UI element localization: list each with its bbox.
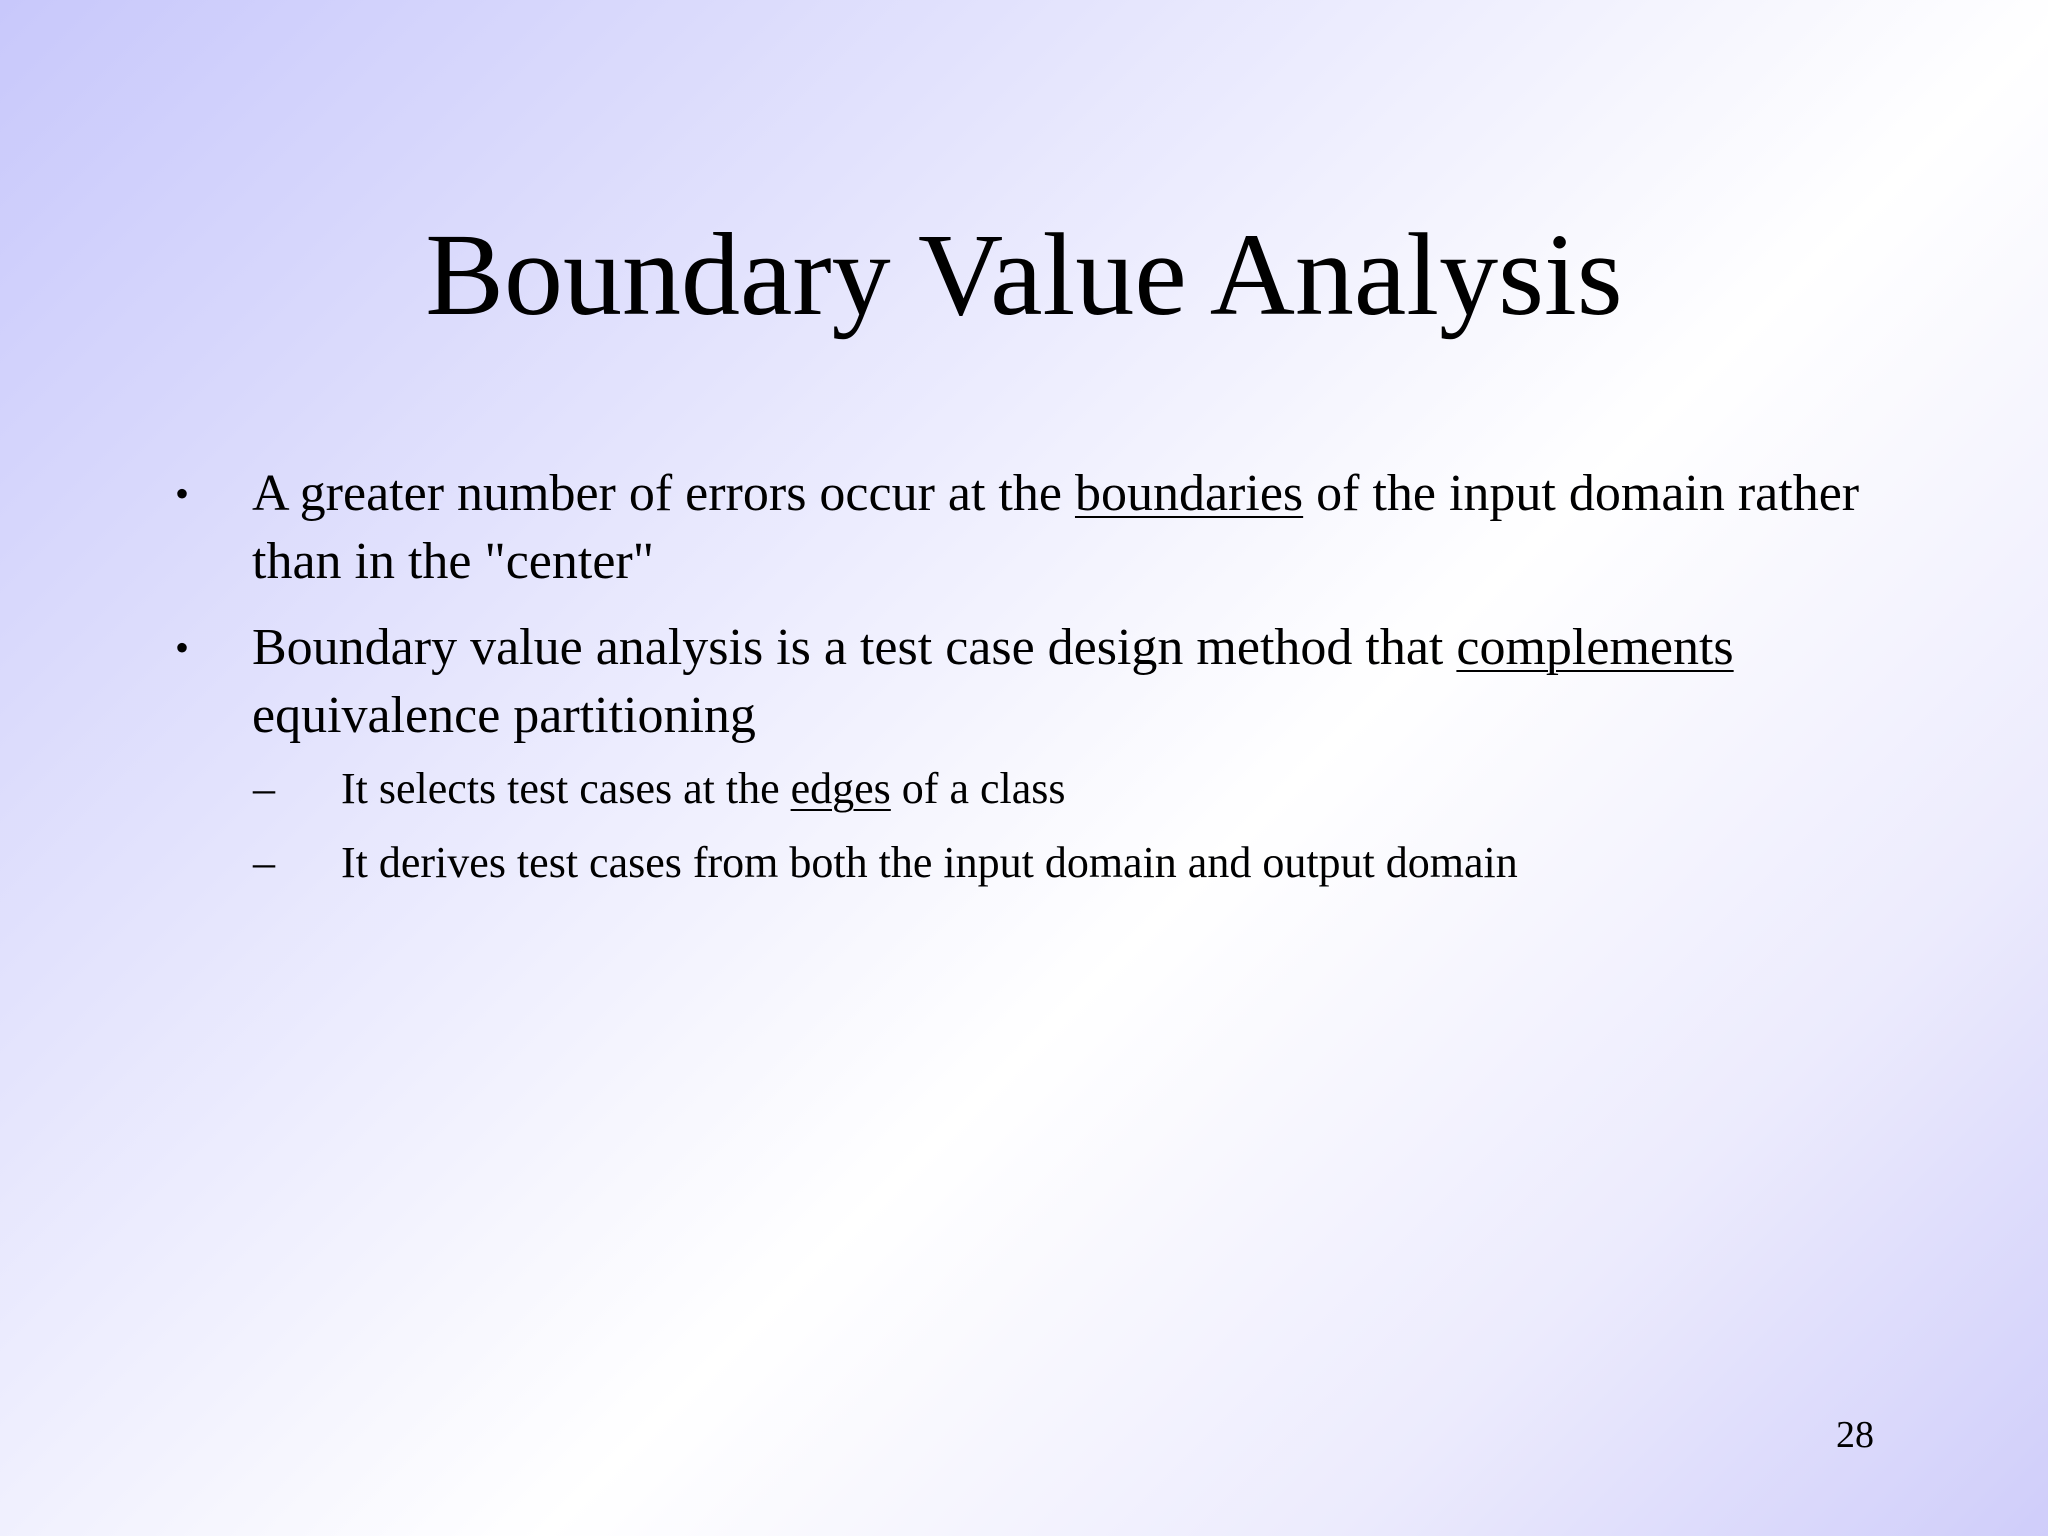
bullet-list [175, 460, 1895, 910]
bullet-item [175, 460, 1895, 596]
bullet-text-start: A greater number of errors occur at the [252, 465, 1075, 522]
bullet-text-end: equivalence partitioning [252, 687, 756, 744]
sub-bullet-text-start: It selects test cases at the [341, 764, 791, 813]
bullet-marker: • [175, 625, 190, 670]
bullet-item [175, 614, 1895, 892]
bullet-text-end: of the input domain rather than in the "center" [252, 465, 1860, 590]
sub-bullet-marker: – [253, 838, 275, 887]
sub-bullet-item [252, 760, 1895, 818]
bullet-text-start: Boundary value analysis is a test case design method that [252, 619, 1457, 676]
bullet-marker: • [175, 471, 190, 516]
sub-bullet-text: It derives test cases from both the input domain and output domain [341, 838, 1518, 887]
sub-bullet-item [252, 834, 1895, 892]
sub-bullet-list [252, 760, 1895, 892]
underlined-term: boundaries [1074, 465, 1304, 522]
underlined-term: edges [790, 764, 891, 813]
sub-bullet-marker: – [253, 764, 275, 813]
underlined-term: complements [1456, 619, 1734, 676]
slide-title: Boundary Value Analysis [425, 209, 1623, 340]
page-number: 28 [1836, 1414, 1874, 1456]
sub-bullet-text-end: of a class [890, 764, 1066, 813]
